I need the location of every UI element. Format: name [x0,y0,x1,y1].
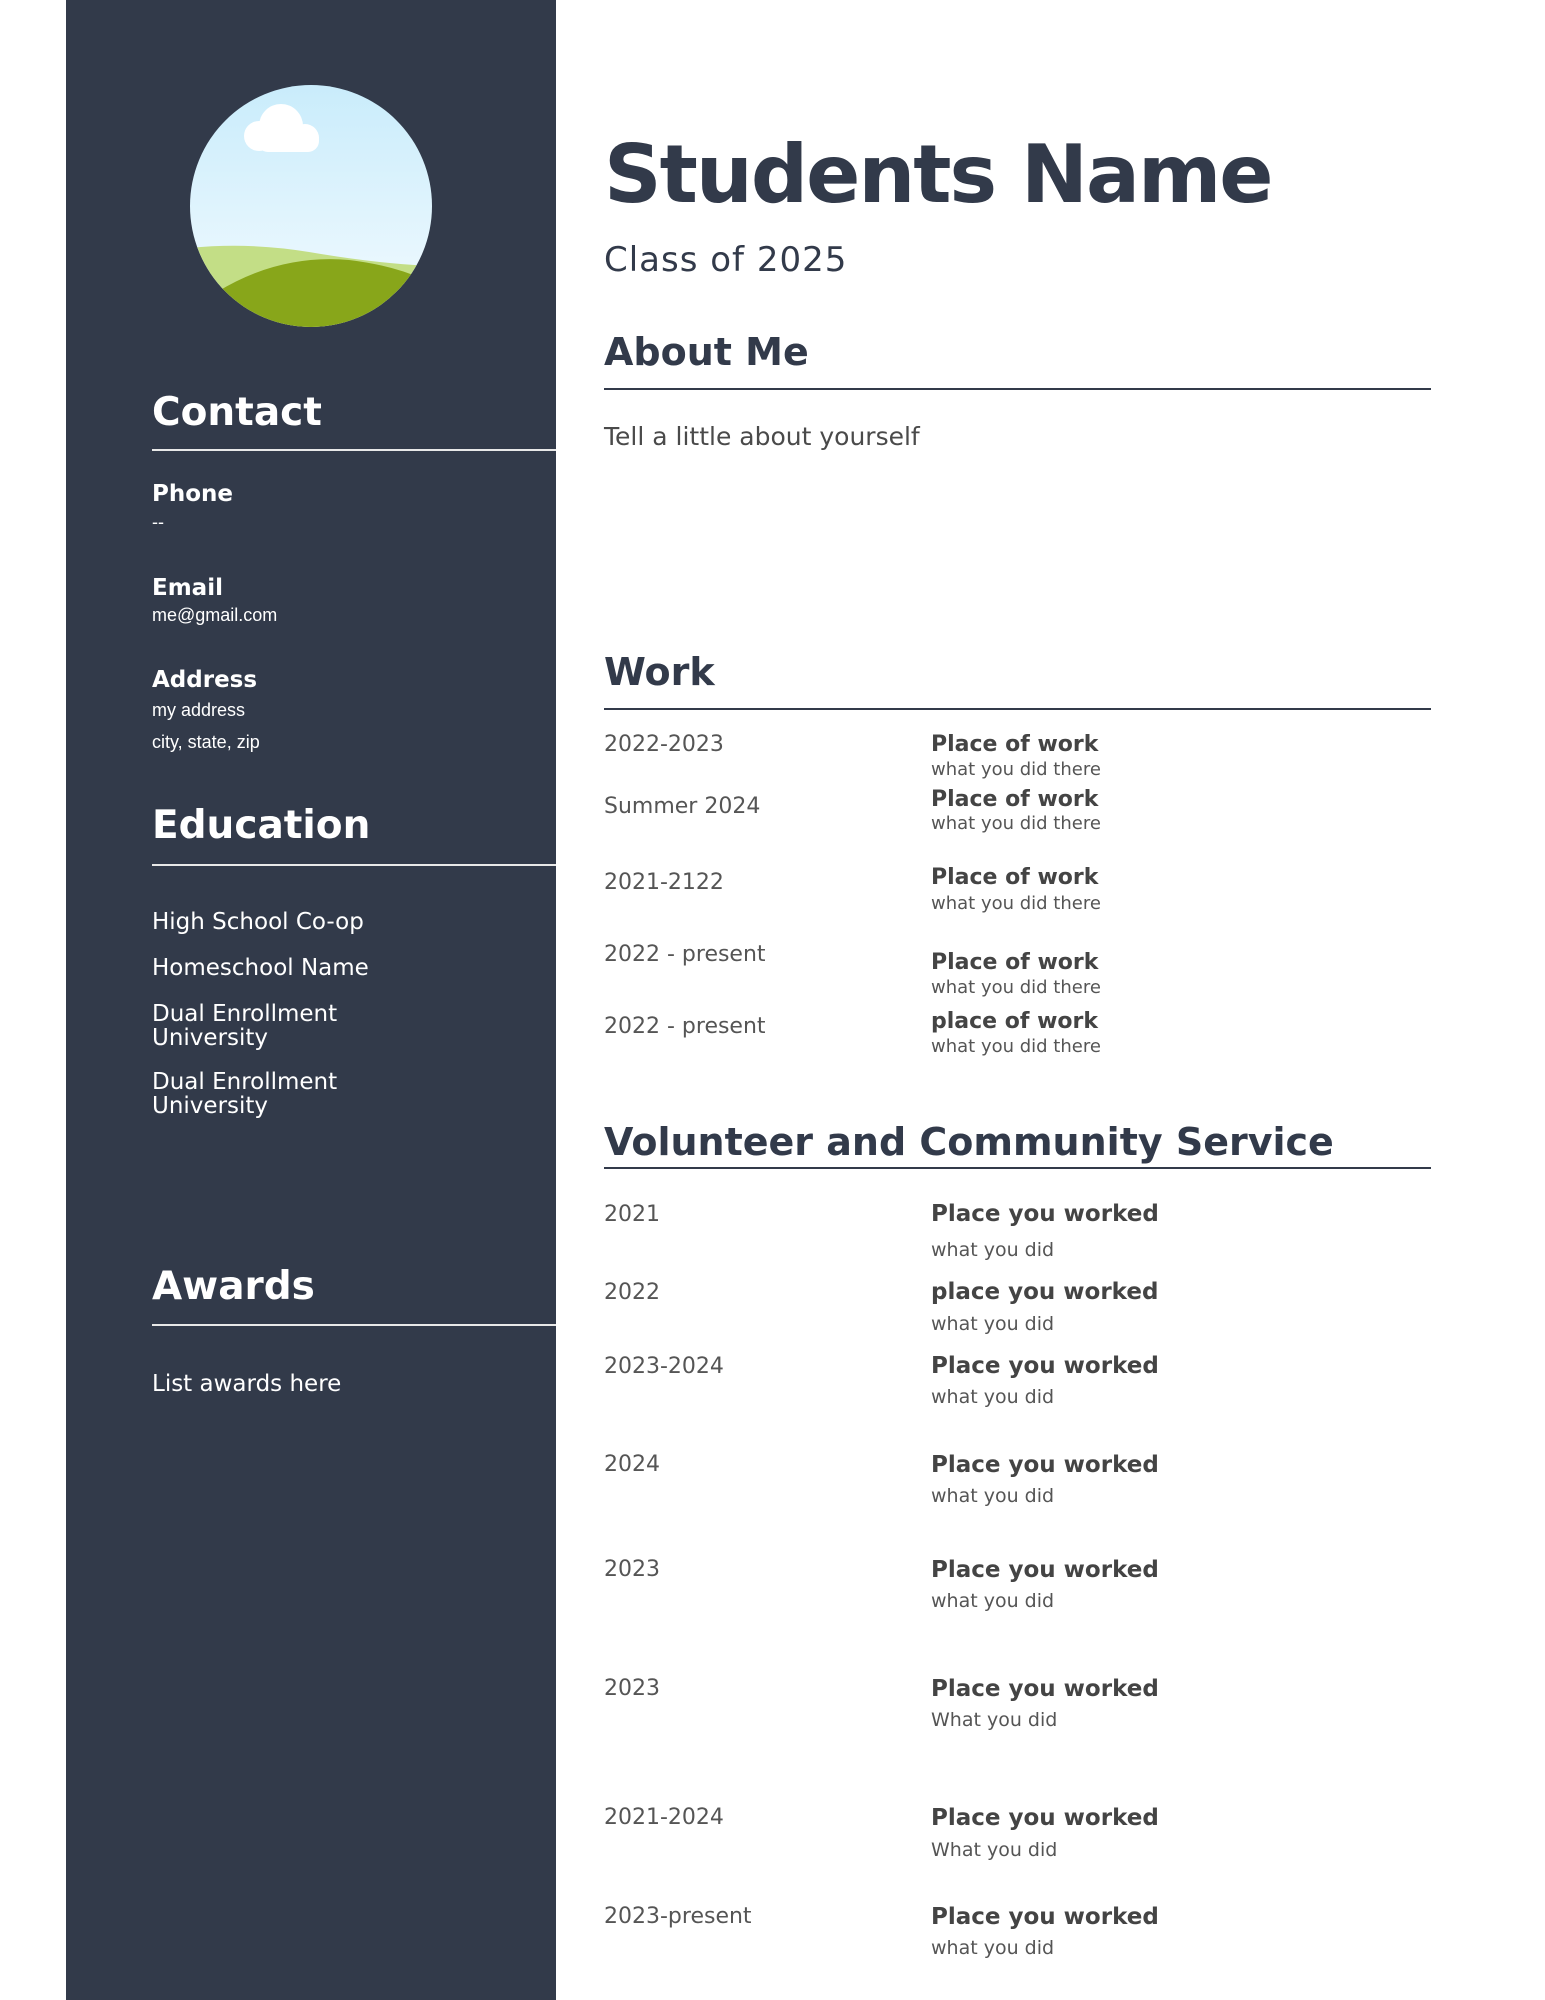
work-divider [604,708,1431,710]
volunteer-place: Place you worked [931,1557,1159,1583]
address-line1: my address [152,700,246,720]
volunteer-desc: what you did [931,1313,1055,1335]
about-text: Tell a little about yourself [604,422,920,451]
education-item: Dual Enrollment University [152,1001,338,1051]
volunteer-desc: What you did [931,1709,1058,1731]
volunteer-desc: What you did [931,1839,1058,1861]
work-place: Place of work [931,865,1099,890]
volunteer-place: Place you worked [931,1452,1159,1478]
volunteer-date: 2023 [604,1676,660,1701]
work-place: Place of work [931,950,1099,975]
student-name: Students Name [604,128,1272,221]
work-date: 2022 - present [604,1014,766,1039]
class-of: Class of 2025 [604,240,848,280]
phone-label: Phone [152,481,234,507]
education-item: Dual Enrollment University [152,1069,338,1119]
volunteer-desc: what you did [931,1590,1055,1612]
volunteer-date: 2023 [604,1557,660,1582]
volunteer-date: 2024 [604,1452,660,1477]
work-desc: what you did there [931,977,1101,998]
education-item: Homeschool Name [152,955,369,981]
awards-text: List awards here [152,1371,342,1397]
awards-heading: Awards [152,1264,315,1309]
work-date: 2022-2023 [604,732,724,757]
address-line2: city, state, zip [152,732,260,752]
work-heading: Work [604,650,715,694]
volunteer-desc: what you did [931,1485,1055,1507]
volunteer-desc: what you did [931,1386,1055,1408]
email-value: me@gmail.com [152,605,278,625]
contact-heading: Contact [152,390,322,435]
volunteer-heading: Volunteer and Community Service [604,1120,1334,1164]
address-label: Address [152,667,258,693]
volunteer-place: Place you worked [931,1201,1159,1227]
about-heading: About Me [604,330,809,374]
volunteer-place: place you worked [931,1279,1159,1305]
volunteer-divider [604,1167,1431,1169]
volunteer-place: Place you worked [931,1805,1159,1831]
work-date: Summer 2024 [604,794,761,819]
work-date: 2021-2122 [604,870,724,895]
education-heading: Education [152,803,371,848]
volunteer-desc: what you did [931,1937,1055,1959]
volunteer-place: Place you worked [931,1676,1159,1702]
education-item: High School Co-op [152,909,364,935]
volunteer-place: Place you worked [931,1353,1159,1379]
work-place: Place of work [931,732,1099,757]
awards-divider [152,1324,556,1326]
work-desc: what you did there [931,759,1101,780]
email-label: Email [152,575,223,601]
work-desc: what you did there [931,813,1101,834]
work-desc: what you did there [931,1036,1101,1057]
work-date: 2022 - present [604,942,766,967]
work-place: place of work [931,1009,1099,1034]
work-place: Place of work [931,787,1099,812]
contact-divider [152,449,556,451]
volunteer-date: 2021-2024 [604,1805,724,1830]
volunteer-date: 2021 [604,1202,660,1227]
work-desc: what you did there [931,893,1101,914]
volunteer-desc: what you did [931,1239,1055,1261]
landscape-photo-placeholder-icon [189,84,433,328]
about-divider [604,388,1431,390]
volunteer-date: 2023-2024 [604,1354,724,1379]
volunteer-place: Place you worked [931,1904,1159,1930]
volunteer-date: 2023-present [604,1904,752,1929]
phone-value: -- [152,512,164,532]
education-divider [152,864,556,866]
volunteer-date: 2022 [604,1280,660,1305]
